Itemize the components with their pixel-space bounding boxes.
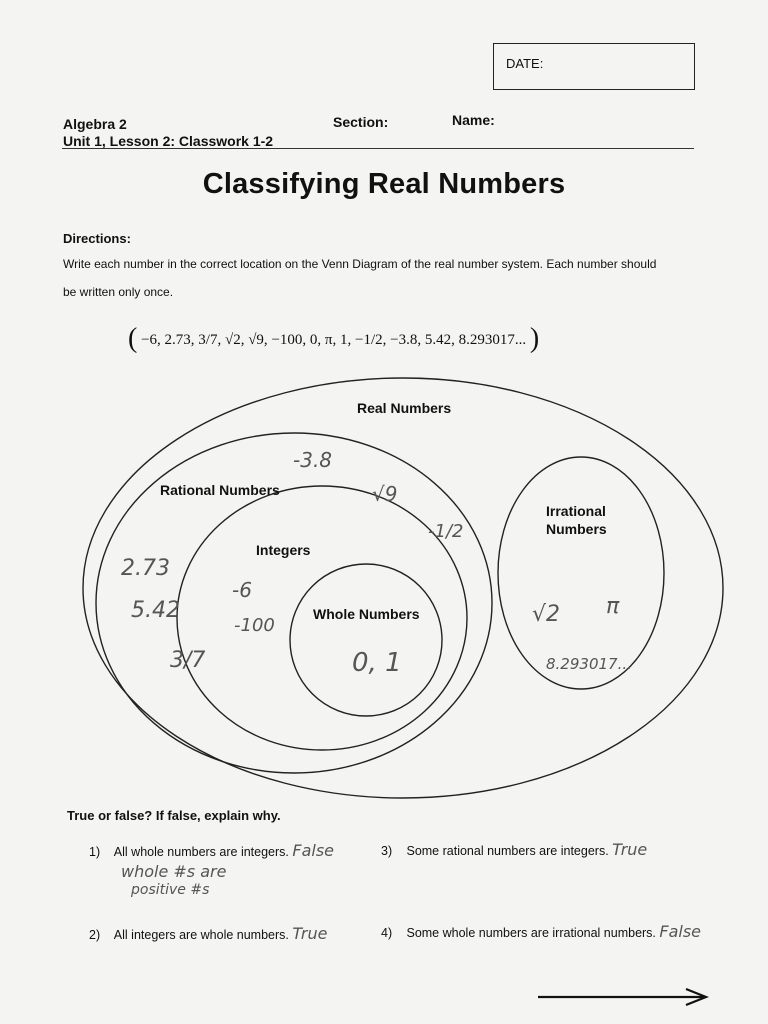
answer-text[interactable]: True [292,924,328,943]
handwritten-entry: -100 [234,615,275,636]
question-4 [381,922,701,941]
close-brace-glyph: ) [529,323,540,354]
whole-numbers-circle [290,564,442,716]
rational-numbers-label: Rational Numbers [160,482,280,498]
handwritten-entry: 5.42 [131,598,180,623]
arrow-right-icon [536,986,712,1008]
question-number: 2) [89,928,101,942]
number-item: −100, [271,332,307,348]
number-item: 5.42, [424,332,455,348]
real-numbers-label: Real Numbers [357,400,452,416]
number-item: 8.293017... [458,332,527,348]
handwritten-entry: √9 [372,482,398,506]
number-item: π, [324,332,337,348]
question-number: 1) [89,845,101,859]
real-numbers-ellipse [83,378,723,798]
irrational-label-line1: Irrational [546,503,606,519]
handwritten-entry: 3/7 [170,648,206,673]
handwritten-entry: √2 [532,602,561,627]
number-item: 1, [339,332,352,348]
question-number: 3) [381,844,393,858]
course-name: Algebra 2 [63,116,127,132]
number-item: −1/2, [354,332,387,348]
number-item: 2.73, [164,332,195,348]
section-label: Section: [333,114,389,130]
handwritten-entry: 8.293017... [546,655,632,673]
irrational-label-line2: Numbers [546,521,607,537]
number-item: −6, [141,332,161,348]
handwritten-entry: 2.73 [121,556,170,581]
name-label: Name: [452,112,495,128]
question-number: 4) [381,926,393,940]
lesson-name: Unit 1, Lesson 2: Classwork 1-2 [63,133,274,149]
whole-numbers-label: Whole Numbers [313,606,420,622]
handwritten-entry: -3.8 [293,448,333,472]
question-text: Some whole numbers are irrational numbers. [406,926,656,940]
number-item: 3/7, [198,332,222,348]
answer-text[interactable]: False [292,841,335,860]
directions-label: Directions: [63,231,131,246]
question-text: All whole numbers are integers. [113,845,289,859]
question-1 [89,841,334,860]
true-false-label: True or false? If false, explain why. [67,808,281,823]
handwritten-entry: -1/2 [428,521,464,542]
integers-label: Integers [256,542,311,558]
number-item: −3.8, [390,332,422,348]
date-label: DATE: [506,56,544,71]
number-item: 0, [309,332,322,348]
question-2 [89,924,327,943]
question-text: Some rational numbers are integers. [406,844,609,858]
handwritten-entry: π [606,594,620,619]
answer-text[interactable]: False [659,922,702,941]
answer-text[interactable]: True [612,840,648,859]
number-item: √2, [224,332,245,348]
directions-text: Write each number in the correct location on the Venn Diagram of the real number system. Each number should be written only once. [63,257,657,299]
open-brace-glyph: ( [128,323,138,354]
handwritten-entry: -6 [232,578,252,602]
question-text: All integers are whole numbers. [113,928,289,942]
question-3 [381,840,647,859]
handwritten-entry: 0, 1 [352,648,402,678]
explanation-line[interactable]: positive #s [131,882,210,898]
explanation-line[interactable]: whole #s are [121,862,227,881]
number-item: √9, [248,332,268,348]
page-title: Classifying Real Numbers [202,168,566,200]
